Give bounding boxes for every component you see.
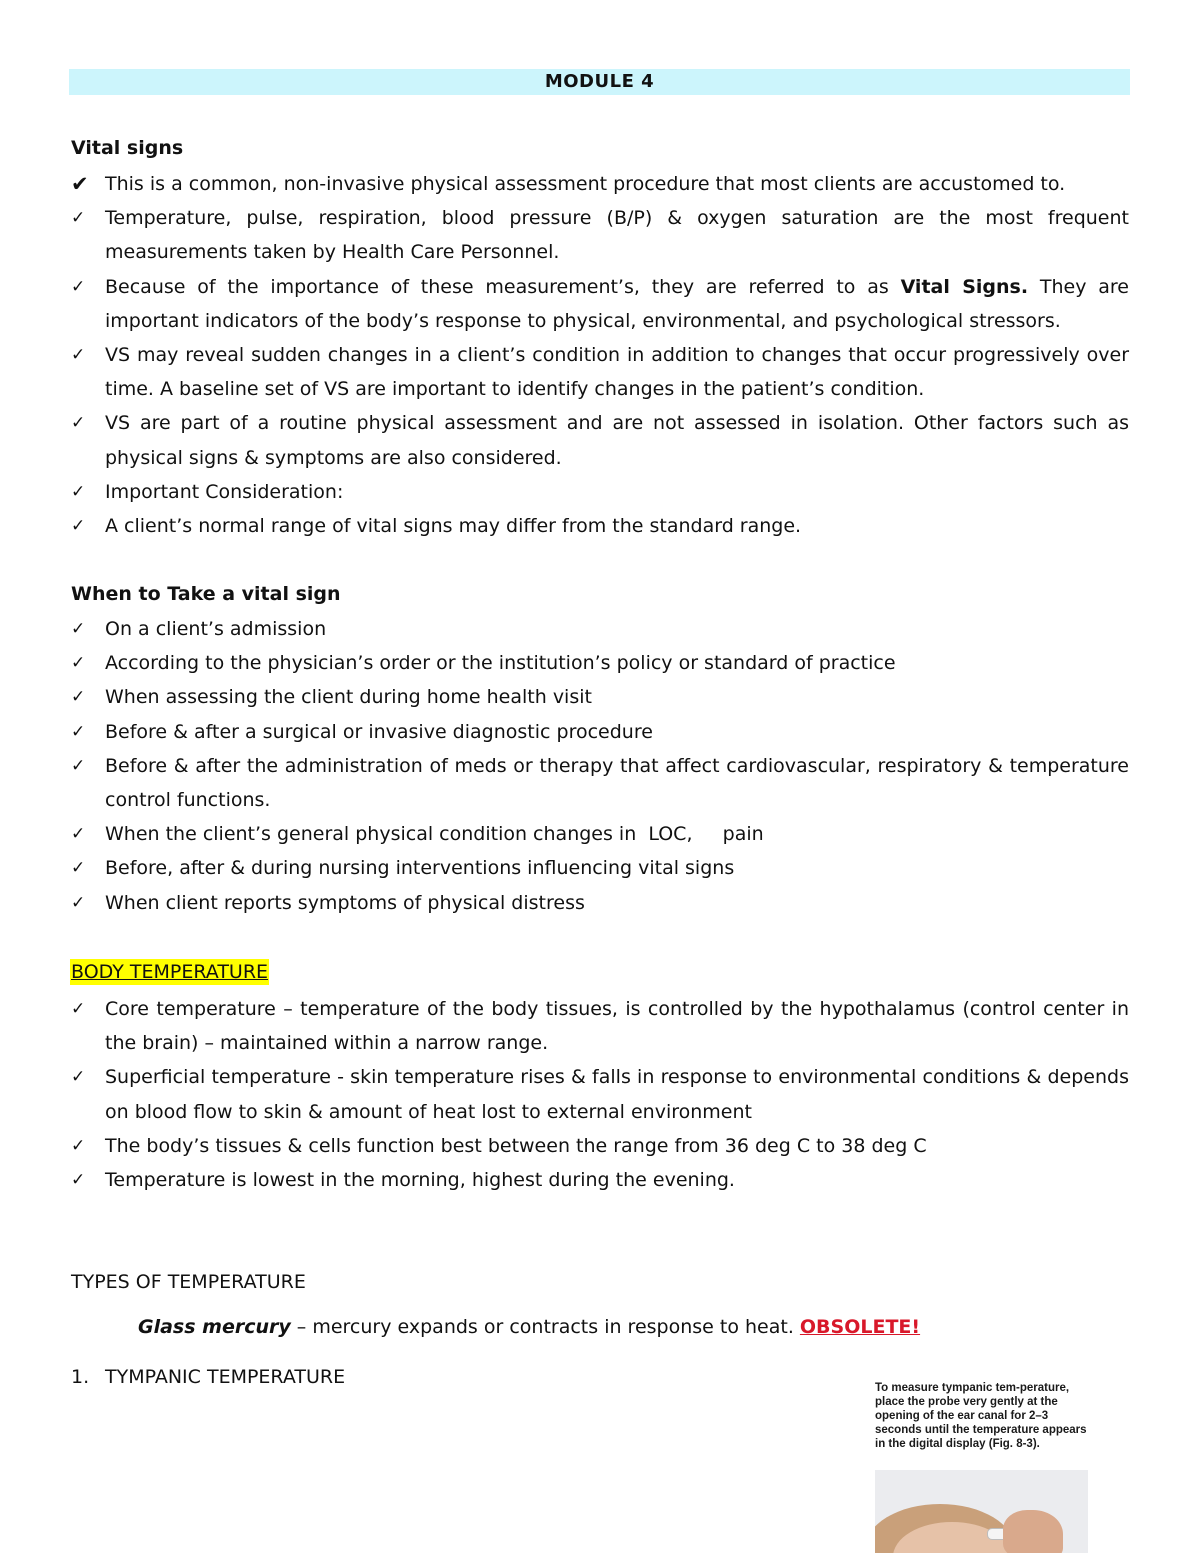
- glass-mercury-term: Glass mercury: [138, 1316, 291, 1338]
- check-icon: ✓: [71, 345, 86, 366]
- list-item: ✓ Before & after a surgical or invasive diagnostic procedure: [71, 715, 1129, 749]
- vital-signs-list: [71, 167, 1129, 543]
- module-title-bar: [69, 69, 1130, 95]
- tympanic-title: TYMPANIC TEMPERATURE: [105, 1366, 346, 1388]
- tympanic-photo: [875, 1470, 1088, 1553]
- list-item: ✓ Temperature is lowest in the morning, highest during the evening.: [71, 1163, 1129, 1197]
- check-icon: ✓: [71, 824, 86, 845]
- check-icon: ✓: [71, 858, 86, 879]
- module-title: MODULE 4: [544, 71, 655, 92]
- body-temperature-list: [71, 992, 1129, 1197]
- list-item: ✓ Superficial temperature - skin temperature rises & falls in response to environmental conditions & depends on blood flow to skin & amount of heat lost to external environment: [71, 1060, 1129, 1128]
- check-icon: ✓: [71, 1067, 86, 1088]
- check-icon: ✓: [71, 481, 86, 502]
- list-item: ✓ A client’s normal range of vital signs may differ from the standard range.: [71, 509, 1129, 543]
- check-icon: ✓: [71, 276, 86, 297]
- photo-hand: [1003, 1510, 1063, 1553]
- list-item: ✓ Important Consideration:: [71, 475, 1129, 509]
- tympanic-temperature-heading: [71, 1366, 345, 1388]
- list-item: ✔ This is a common, non-invasive physical assessment procedure that most clients are accustomed to.: [71, 167, 1129, 201]
- caption-text: place the probe very gently at the opening of the ear canal for 2–3 seconds until the temperature appears in the digital display (Fig. 8-3).: [875, 1396, 1087, 1450]
- check-icon: ✓: [71, 687, 86, 708]
- figure-caption: [875, 1381, 1095, 1451]
- glass-mercury-description: – mercury expands or contracts in response to heat.: [290, 1316, 800, 1338]
- list-item: ✓ According to the physician’s order or the institution’s policy or standard of practice: [71, 646, 1129, 680]
- check-icon: ✓: [71, 1135, 86, 1156]
- check-icon: ✔: [71, 172, 89, 196]
- list-item: ✓ When client reports symptoms of physical distress: [71, 886, 1129, 920]
- body-temperature-heading: BODY TEMPERATURE: [71, 961, 269, 983]
- check-icon: ✓: [71, 413, 86, 434]
- list-item: ✓ When assessing the client during home health visit: [71, 680, 1129, 714]
- caption-lead: To measure tympanic tem-perature,: [875, 1382, 1070, 1394]
- check-icon: ✓: [71, 999, 86, 1019]
- list-item: ✓ The body’s tissues & cells function best between the range from 36 deg C to 38 deg C: [71, 1129, 1129, 1163]
- list-item: ✓ Before & after the administration of meds or therapy that affect cardiovascular, respiratory & temperature control functions.: [71, 749, 1129, 817]
- list-item: ✓ VS may reveal sudden changes in a client’s condition in addition to changes that occur progressively over time. A baseline set of VS are important to identify changes in the patient’s condition.: [71, 338, 1129, 406]
- list-item: ✓ Temperature, pulse, respiration, blood pressure (B/P) & oxygen saturation are the most frequent measurements taken by Health Care Personnel.: [71, 201, 1129, 269]
- types-of-temperature-heading: TYPES OF TEMPERATURE: [71, 1271, 306, 1293]
- list-item: ✓ Core temperature – temperature of the body tissues, is controlled by the hypothalamus (control center in the brain) – maintained within a narrow range.: [71, 992, 1129, 1060]
- when-to-take-heading: When to Take a vital sign: [71, 583, 341, 605]
- vital-signs-term: Vital Signs.: [900, 275, 1029, 298]
- check-icon: ✓: [71, 755, 86, 776]
- check-icon: ✓: [71, 208, 86, 229]
- check-icon: ✓: [71, 653, 86, 674]
- vital-signs-heading: Vital signs: [71, 137, 184, 159]
- check-icon: ✓: [71, 1170, 86, 1191]
- list-item: ✓ On a client’s admission: [71, 612, 1129, 646]
- list-item: ✓ VS are part of a routine physical assessment and are not assessed in isolation. Other factors such as physical signs & symptoms are also considered.: [71, 406, 1129, 474]
- list-item: ✓ Because of the importance of these measurement’s, they are referred to as Vital Signs. They are important indicators of the body’s response to physical, environmental, and psychological stressors.: [71, 270, 1129, 338]
- glass-mercury-item: [104, 1316, 920, 1338]
- check-icon: ✓: [71, 619, 86, 639]
- list-item: ✓ Before, after & during nursing interventions influencing vital signs: [71, 851, 1129, 885]
- obsolete-warning: OBSOLETE!: [799, 1316, 921, 1338]
- check-icon: ✓: [71, 892, 86, 913]
- check-icon: ✓: [71, 721, 86, 742]
- when-to-take-list: [71, 612, 1129, 920]
- check-icon: ✓: [71, 516, 86, 537]
- list-item: ✓ When the client’s general physical condition changes in LOC, pain: [71, 817, 1129, 851]
- section-number: 1.: [71, 1366, 90, 1388]
